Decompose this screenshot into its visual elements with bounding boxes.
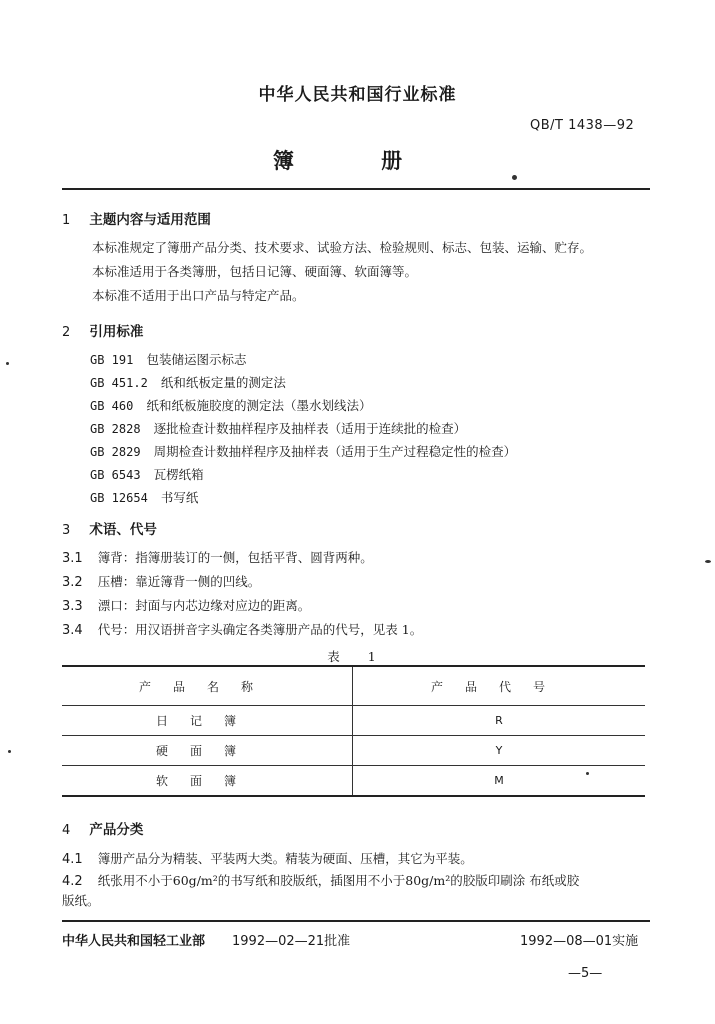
product-name-cell: 软面簿 [62,766,353,797]
clause-text: 漂口：封面与内芯边缘对应边的距离。 [97,598,311,613]
product-name-cell: 硬面簿 [62,736,353,766]
column-header: 产品代号 [353,666,646,706]
clause-number: 3.4 [62,623,83,638]
clause-text: 压槽：靠近簿背一侧的凹线。 [97,574,261,589]
reference-code: GB 2828 [90,422,141,436]
header-rule [62,188,650,190]
clause-text: 纸张用不小于60g/m²的书写纸和胶版纸，插图用不小于80g/m²的胶版印刷涂 布纸或胶 [97,873,580,888]
reference-code: GB 6543 [90,468,141,482]
section-title: 引用标准 [89,324,144,340]
clause-number: 3.2 [62,575,83,590]
scan-speck [705,560,711,563]
table-row [62,736,645,766]
reference-title: 纸和纸板定量的测定法 [160,375,286,390]
reference-title: 纸和纸板施胶度的测定法（墨水划线法） [146,398,372,413]
section-1-heading [62,208,211,228]
clause [62,619,422,638]
column-header: 产品名称 [62,666,353,706]
clause-continuation: 版纸。 [62,893,100,908]
product-name-cell: 日记簿 [62,706,353,736]
clause [62,571,260,590]
product-code-table [62,665,645,797]
clause-text: 簿背：指簿册装订的一侧，包括平背、圆背两种。 [97,550,373,565]
reference-item [90,395,371,414]
section-2-heading [62,320,143,340]
clause-number: 4.1 [62,852,83,867]
section-number: 4 [62,823,71,838]
clause-text: 簿册产品分为精装、平装两大类。精装为硬面、压槽，其它为平装。 [97,851,473,866]
reference-code: GB 2829 [90,445,141,459]
section-3-heading [62,518,157,538]
section-title: 主题内容与适用范围 [89,212,211,228]
section-number: 2 [62,325,71,340]
table-row [62,706,645,736]
clause-number: 4.2 [62,874,83,889]
reference-item [90,464,204,483]
reference-title: 瓦楞纸箱 [153,467,204,482]
reference-item [90,372,286,391]
paragraph: 本标准不适用于出口产品与特定产品。 [92,288,305,303]
reference-item [90,349,246,368]
reference-code: GB 460 [90,399,134,413]
clause [62,848,473,867]
scan-speck [6,362,9,365]
section-number: 3 [62,523,71,538]
reference-title: 周期检查计数抽样程序及抽样表（适用于生产过程稳定性的检查） [153,444,517,459]
product-code-cell: M [353,766,646,797]
approval-date: 1992—02—21批准 [232,934,351,949]
product-code-cell: R [353,706,646,736]
scan-speck [512,175,517,180]
section-4-heading [62,818,143,838]
clause-text: 代号：用汉语拼音字头确定各类簿册产品的代号，见表 1。 [97,622,423,637]
standard-code: QB/T 1438—92 [530,118,635,133]
table-row [62,766,645,797]
reference-item [90,418,466,437]
paragraph: 本标准规定了簿册产品分类、技术要求、试验方法、检验规则、标志、包装、运输、贮存。 [92,240,593,255]
section-title: 产品分类 [89,822,144,838]
reference-title: 书写纸 [160,490,199,505]
clause [62,595,310,614]
clause-number: 3.1 [62,551,83,566]
product-code-cell: Y [353,736,646,766]
reference-item [90,441,516,460]
table-caption: 表 1 [327,649,388,664]
scan-speck [8,750,11,753]
reference-title: 逐批检查计数抽样程序及抽样表（适用于连续批的检查） [153,421,467,436]
effective-date: 1992—08—01实施 [520,934,639,949]
issuing-authority: 中华人民共和国轻工业部 [62,934,206,949]
scan-speck [586,772,589,775]
paragraph: 本标准适用于各类簿册，包括日记簿、硬面簿、软面簿等。 [92,264,418,279]
footer-rule [62,920,650,922]
document-title: 簿 册 [272,149,443,173]
page-number: —5— [568,966,603,981]
clause [62,870,579,889]
table-header-row [62,666,645,706]
reference-item [90,487,198,506]
reference-code: GB 191 [90,353,134,367]
reference-title: 包装储运图示标志 [146,352,247,367]
clause [62,547,373,566]
clause-number: 3.3 [62,599,83,614]
reference-code: GB 451.2 [90,376,148,390]
standard-category: 中华人民共和国行业标准 [258,85,457,105]
section-number: 1 [62,213,71,228]
section-title: 术语、代号 [89,522,157,538]
reference-code: GB 12654 [90,491,148,505]
